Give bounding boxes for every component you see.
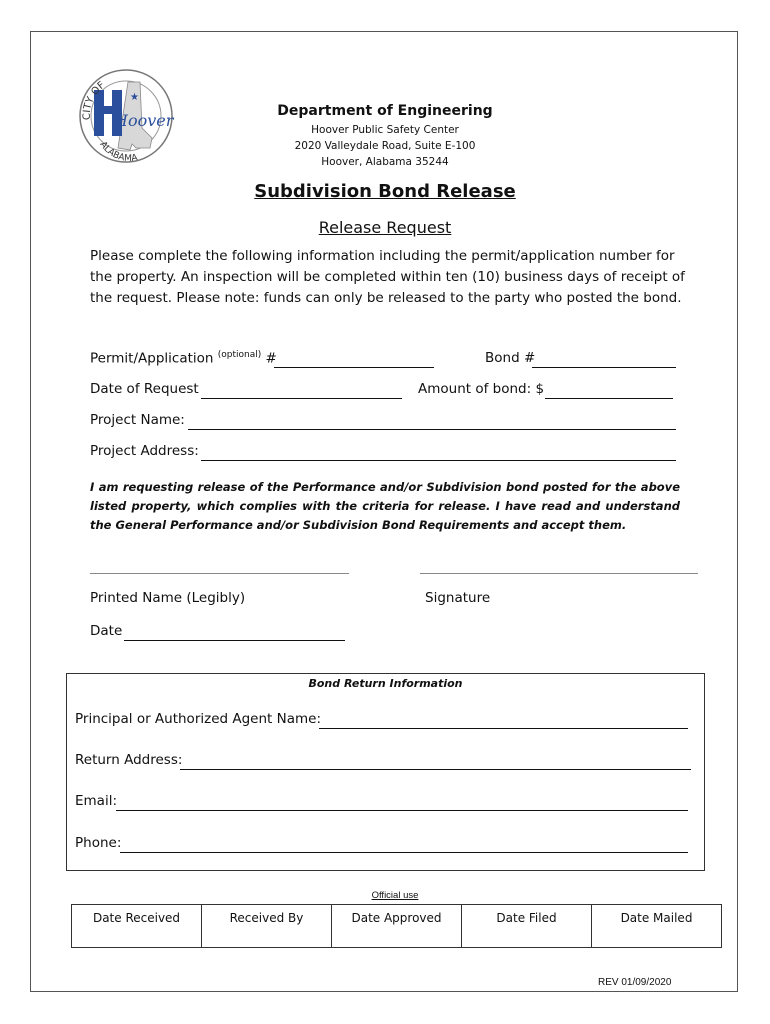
city-seal-logo [76,68,176,164]
return-address-input-line[interactable] [180,769,691,770]
form-title: Subdivision Bond Release [254,181,516,202]
certification-statement: I am requesting release of the Performance and/or Subdivision bond posted for the above listed property, which complies with the criteria for release. I have read and understand the General Performance and/or Subdivision Bond Requirements and accept them. [90,480,680,532]
permit-input-line[interactable] [274,367,434,368]
signature-line[interactable] [420,573,698,574]
address-line-3: Hoover, Alabama 35244 [321,156,449,168]
bond-return-title: Bond Return Information [308,677,463,690]
official-col-date-approved[interactable]: Date Approved [332,905,462,948]
logo-wordmark: Hoover [114,111,174,130]
project-address-input-line[interactable] [201,460,676,461]
permit-optional: (optional) [217,350,262,360]
email-input-line[interactable] [116,810,688,811]
bond-number-input-line[interactable] [532,367,676,368]
bond-number-label: Bond # [485,350,536,366]
official-use-table [71,904,722,948]
official-use-title: Official use [371,890,419,901]
agent-name-input-line[interactable] [319,728,688,729]
amount-of-bond-input-line[interactable] [545,398,673,399]
svg-text:★: ★ [130,92,139,103]
address-line-1: Hoover Public Safety Center [311,124,459,136]
email-label: Email: [75,793,118,809]
phone-input-line[interactable] [120,852,688,853]
official-col-received-by[interactable]: Received By [202,905,332,948]
agent-name-label: Principal or Authorized Agent Name: [75,711,321,727]
project-name-label: Project Name: [90,412,185,428]
return-address-label: Return Address: [75,752,183,768]
phone-label: Phone: [75,835,122,851]
signature-label: Signature [425,590,491,606]
project-name-input-line[interactable] [188,429,676,430]
date-of-request-input-line[interactable] [201,398,402,399]
printed-name-line[interactable] [90,573,349,574]
date-label: Date [90,623,123,639]
logo-top-text: CITY OF [81,79,108,121]
form-subtitle: Release Request [318,218,452,237]
printed-name-label: Printed Name (Legibly) [90,590,246,606]
intro-paragraph: Please complete the following information including the permit/application number for the property. An inspection will be completed within ten (10) business days of receipt of the request. Please note: funds can only be released to the party who posted the bond. [90,248,685,306]
department-title: Department of Engineering [277,103,493,119]
official-col-date-mailed[interactable]: Date Mailed [592,905,722,948]
permit-label: Permit/Application $^{(optional)}$ # [90,350,277,367]
amount-of-bond-label: Amount of bond: $ [418,381,545,397]
revision-label: REV 01/09/2020 [598,977,672,988]
bond-return-box [66,673,705,871]
date-input-line[interactable] [124,640,345,641]
project-address-label: Project Address: [90,443,199,459]
official-col-date-received[interactable]: Date Received [72,905,202,948]
address-line-2: 2020 Valleydale Road, Suite E-100 [294,140,476,152]
logo-bottom-text: ALABAMA [97,139,139,164]
date-of-request-label: Date of Request [90,381,199,397]
official-col-date-filed[interactable]: Date Filed [462,905,592,948]
